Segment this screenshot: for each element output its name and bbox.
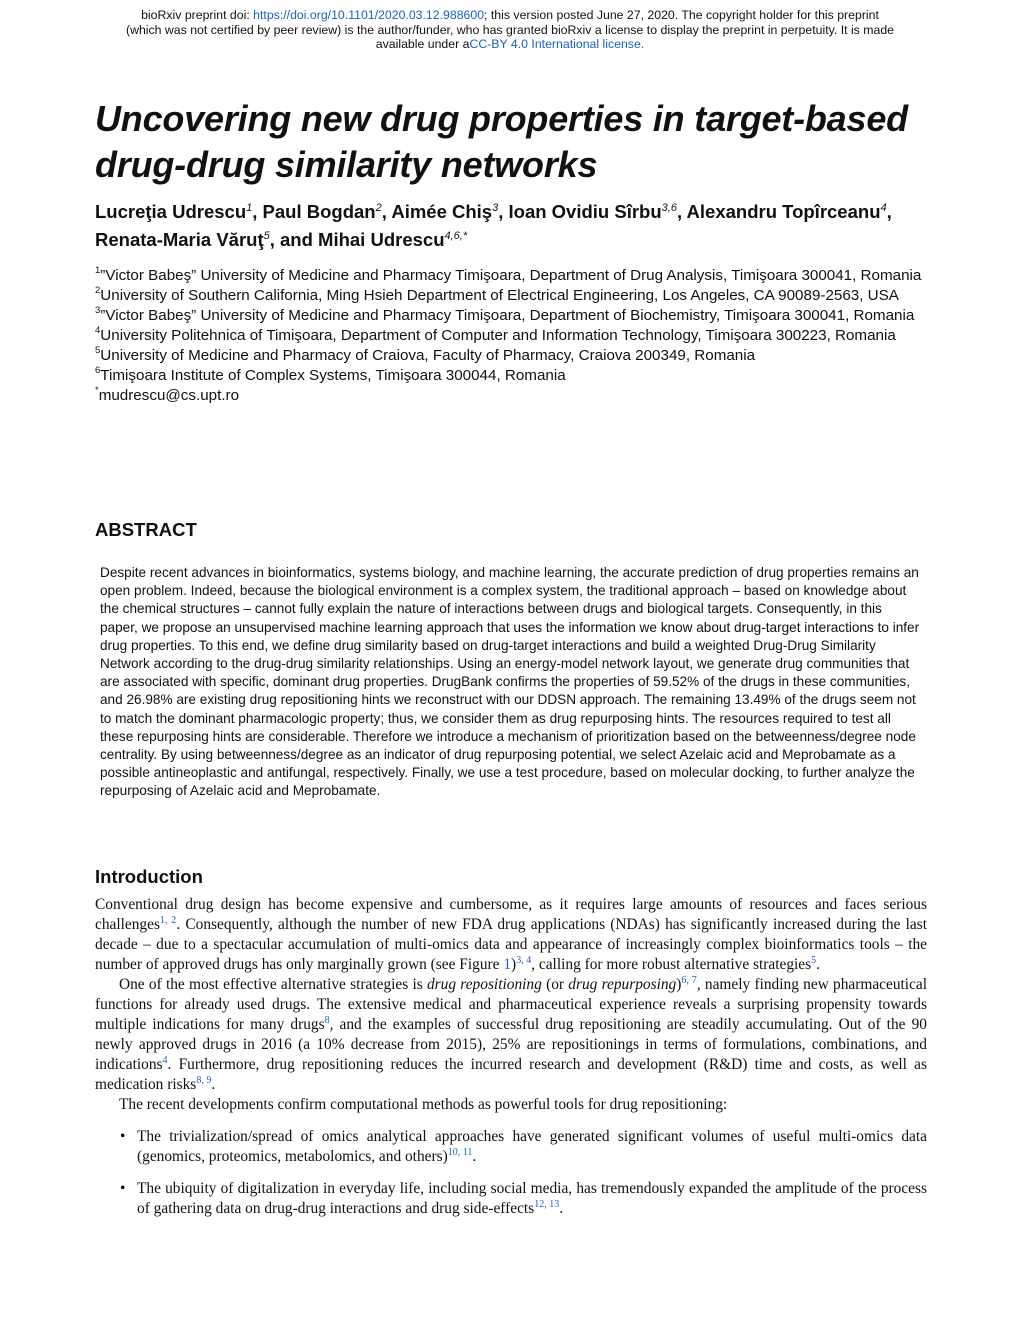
author-list (95, 196, 955, 252)
abstract-heading: ABSTRACT (95, 519, 197, 540)
citation[interactable]: 5 (811, 955, 817, 966)
corresponding-email[interactable]: *mudrescu@cs.upt.ro (95, 385, 240, 404)
citation[interactable]: 3, 4 (516, 955, 532, 966)
citation[interactable]: 1, 2 (159, 915, 177, 926)
author: Ioan Ovidiu Sîrbu$^{3,6}$, (508, 201, 687, 223)
affiliation: $^1$”Victor Babeş” University of Medicine and Pharmacy Timişoara, Department of Drug Analysis, Timişoara 300041, Romania (95, 265, 922, 284)
title-line-2: drug-drug similarity networks (95, 144, 598, 185)
citation[interactable]: 4 (162, 1055, 168, 1066)
intro-paragraph-3: The recent developments confirm computational methods as powerful tools for drug repositioning: (119, 1096, 728, 1113)
figure-reference[interactable]: 1 (503, 956, 512, 973)
introduction-body (95, 895, 927, 1231)
banner-line-1: bioRxiv preprint doi: https://doi.org/10.1101/2020.03.12.988600; this version posted June 27, 2020. The copyright holder for this preprint (141, 8, 879, 22)
intro-paragraph-1: Conventional drug design has become expensive and cumbersome, as it requires large amounts of resources and faces serious challenges$^{1, 2}$. Consequently, although the number of new FDA drug applications (NDAs) has significantly increased during the last decade – due to a spectacular accumulation of multi-omics data and appearance of increasingly complex bioinformatics tools – the number of approved drugs has only marginally grown (see Figure 1)$^{3, 4}$, calling for more robust alternative strategies$^5$. (95, 896, 927, 973)
banner-line-2: (which was not certified by peer review) is the author/funder, who has granted bioRxiv a license to display the preprint in perpetuity. It is made (125, 22, 895, 37)
citation[interactable]: 8, 9 (196, 1075, 212, 1086)
preprint-banner (0, 8, 1020, 52)
banner-line-3: available under aCC-BY 4.0 International license. (375, 37, 645, 51)
author: Aimée Chiş$^3$, (391, 201, 509, 223)
citation[interactable]: 12, 13 (534, 1199, 560, 1210)
affiliation: $^5$University of Medicine and Pharmacy of Craiova, Faculty of Pharmacy, Craiova 200349, Romania (95, 345, 756, 364)
license-link[interactable]: CC-BY 4.0 International license. (469, 37, 645, 51)
title-line-1: Uncovering new drug properties in target-based (95, 98, 908, 139)
author: Renata-Maria Văruţ$^5$, and (95, 229, 319, 251)
affiliation-list (95, 266, 935, 406)
citation[interactable]: 6, 7 (681, 975, 697, 986)
introduction-heading: Introduction (95, 866, 203, 887)
intro-paragraph-2: One of the most effective alternative strategies is drug repositioning (or drug repurposing)$^{6, 7}$, namely finding new pharmaceutical functions for already used drugs. The extensive medical and pharmaceutical experience reveals a surprising propensity towards multiple indications for many drugs$^8$, and the examples of successful drug repositioning are steadily accumulating. Out of the 90 newly approved drugs in 2016 (a 10% decrease from 2015), 25% are repositionings in terms of formulations, combinations, and indications$^4$. Furthermore, drug repositioning reduces the incurred research and development (R&D) time and costs, as well as medication risks$^{8, 9}$. (95, 975, 928, 1093)
author: Paul Bogdan$^2$, (262, 201, 392, 223)
list-item: • The ubiquity of digitalization in everyday life, including social media, has tremendously expanded the amplitude of the process of gathering data on drug-drug interactions and drug side-effects$^{12, 13}$. (120, 1180, 927, 1217)
affiliation: $^4$University Politehnica of Timişoara, Department of Computer and Information Technology, Timişoara 300223, Romania (95, 325, 896, 344)
doi-link[interactable]: https://doi.org/10.1101/2020.03.12.988600 (253, 8, 485, 22)
abstract-body: Despite recent advances in bioinformatics, systems biology, and machine learning, the accurate prediction of drug properties remains an open problem. Indeed, because the biological environment is a complex system, the traditional approach – based on knowledge about the chemical structures – cannot fully explain the nature of interactions between drugs and biological targets. Consequently, in this paper, we propose an unsupervised machine learning approach that uses the information we know about drug-target interactions to infer drug properties. To this end, we define drug similarity based on drug-target interactions and build a weighted Drug-Drug Similarity Network according to the drug-drug similarity relationships. Using an energy-model network layout, we generate drug communities that are associated with specific, dominant drug properties. DrugBank confirms the properties of 59.52% of the drugs in these communities, and 26.98% are existing drug repositioning hints we reconstruct with our DDSN approach. The remaining 13.49% of the drugs seem not to match the dominant pharmacologic property; thus, we consider them as drug repurposing hints. The resources required to test all these repurposing hints are considerable. Therefore we introduce a mechanism of prioritization based on the betweenness/degree node centrality. By using betweenness/degree as an indicator of drug repurposing potential, we select Azelaic acid and Meprobamate as a possible antineoplastic and antifungal, respectively. Finally, we use a test procedure, based on molecular docking, to further analyze the repurposing of Azelaic acid and Meprobamate. (100, 565, 920, 799)
citation[interactable]: 8 (324, 1015, 330, 1026)
paper-title (95, 96, 955, 188)
citation[interactable]: 10, 11 (447, 1147, 473, 1158)
author: Alexandru Topîrceanu$^4$, (686, 201, 892, 223)
author: Lucreţia Udrescu$^1$, (95, 201, 263, 223)
affiliation: $^2$University of Southern California, Ming Hsieh Department of Electrical Engineering, Los Angeles, CA 90089-2563, USA (95, 285, 899, 304)
bullet-list (95, 1127, 927, 1219)
affiliation: $^6$Timişoara Institute of Complex Systems, Timişoara 300044, Romania (95, 365, 566, 384)
author: Mihai Udrescu$^{4,6,*}$ (318, 229, 468, 251)
bullet-icon: • (120, 1128, 126, 1145)
bullet-icon: • (120, 1180, 126, 1197)
affiliation: $^3$”Victor Babeş” University of Medicine and Pharmacy Timişoara, Department of Biochemistry, Timişoara 300041, Romania (95, 305, 915, 324)
list-item: • The trivialization/spread of omics analytical approaches have generated significant volumes of useful multi-omics data (genomics, proteomics, metabolomics, and others)$^{10, 11}$. (120, 1128, 927, 1165)
